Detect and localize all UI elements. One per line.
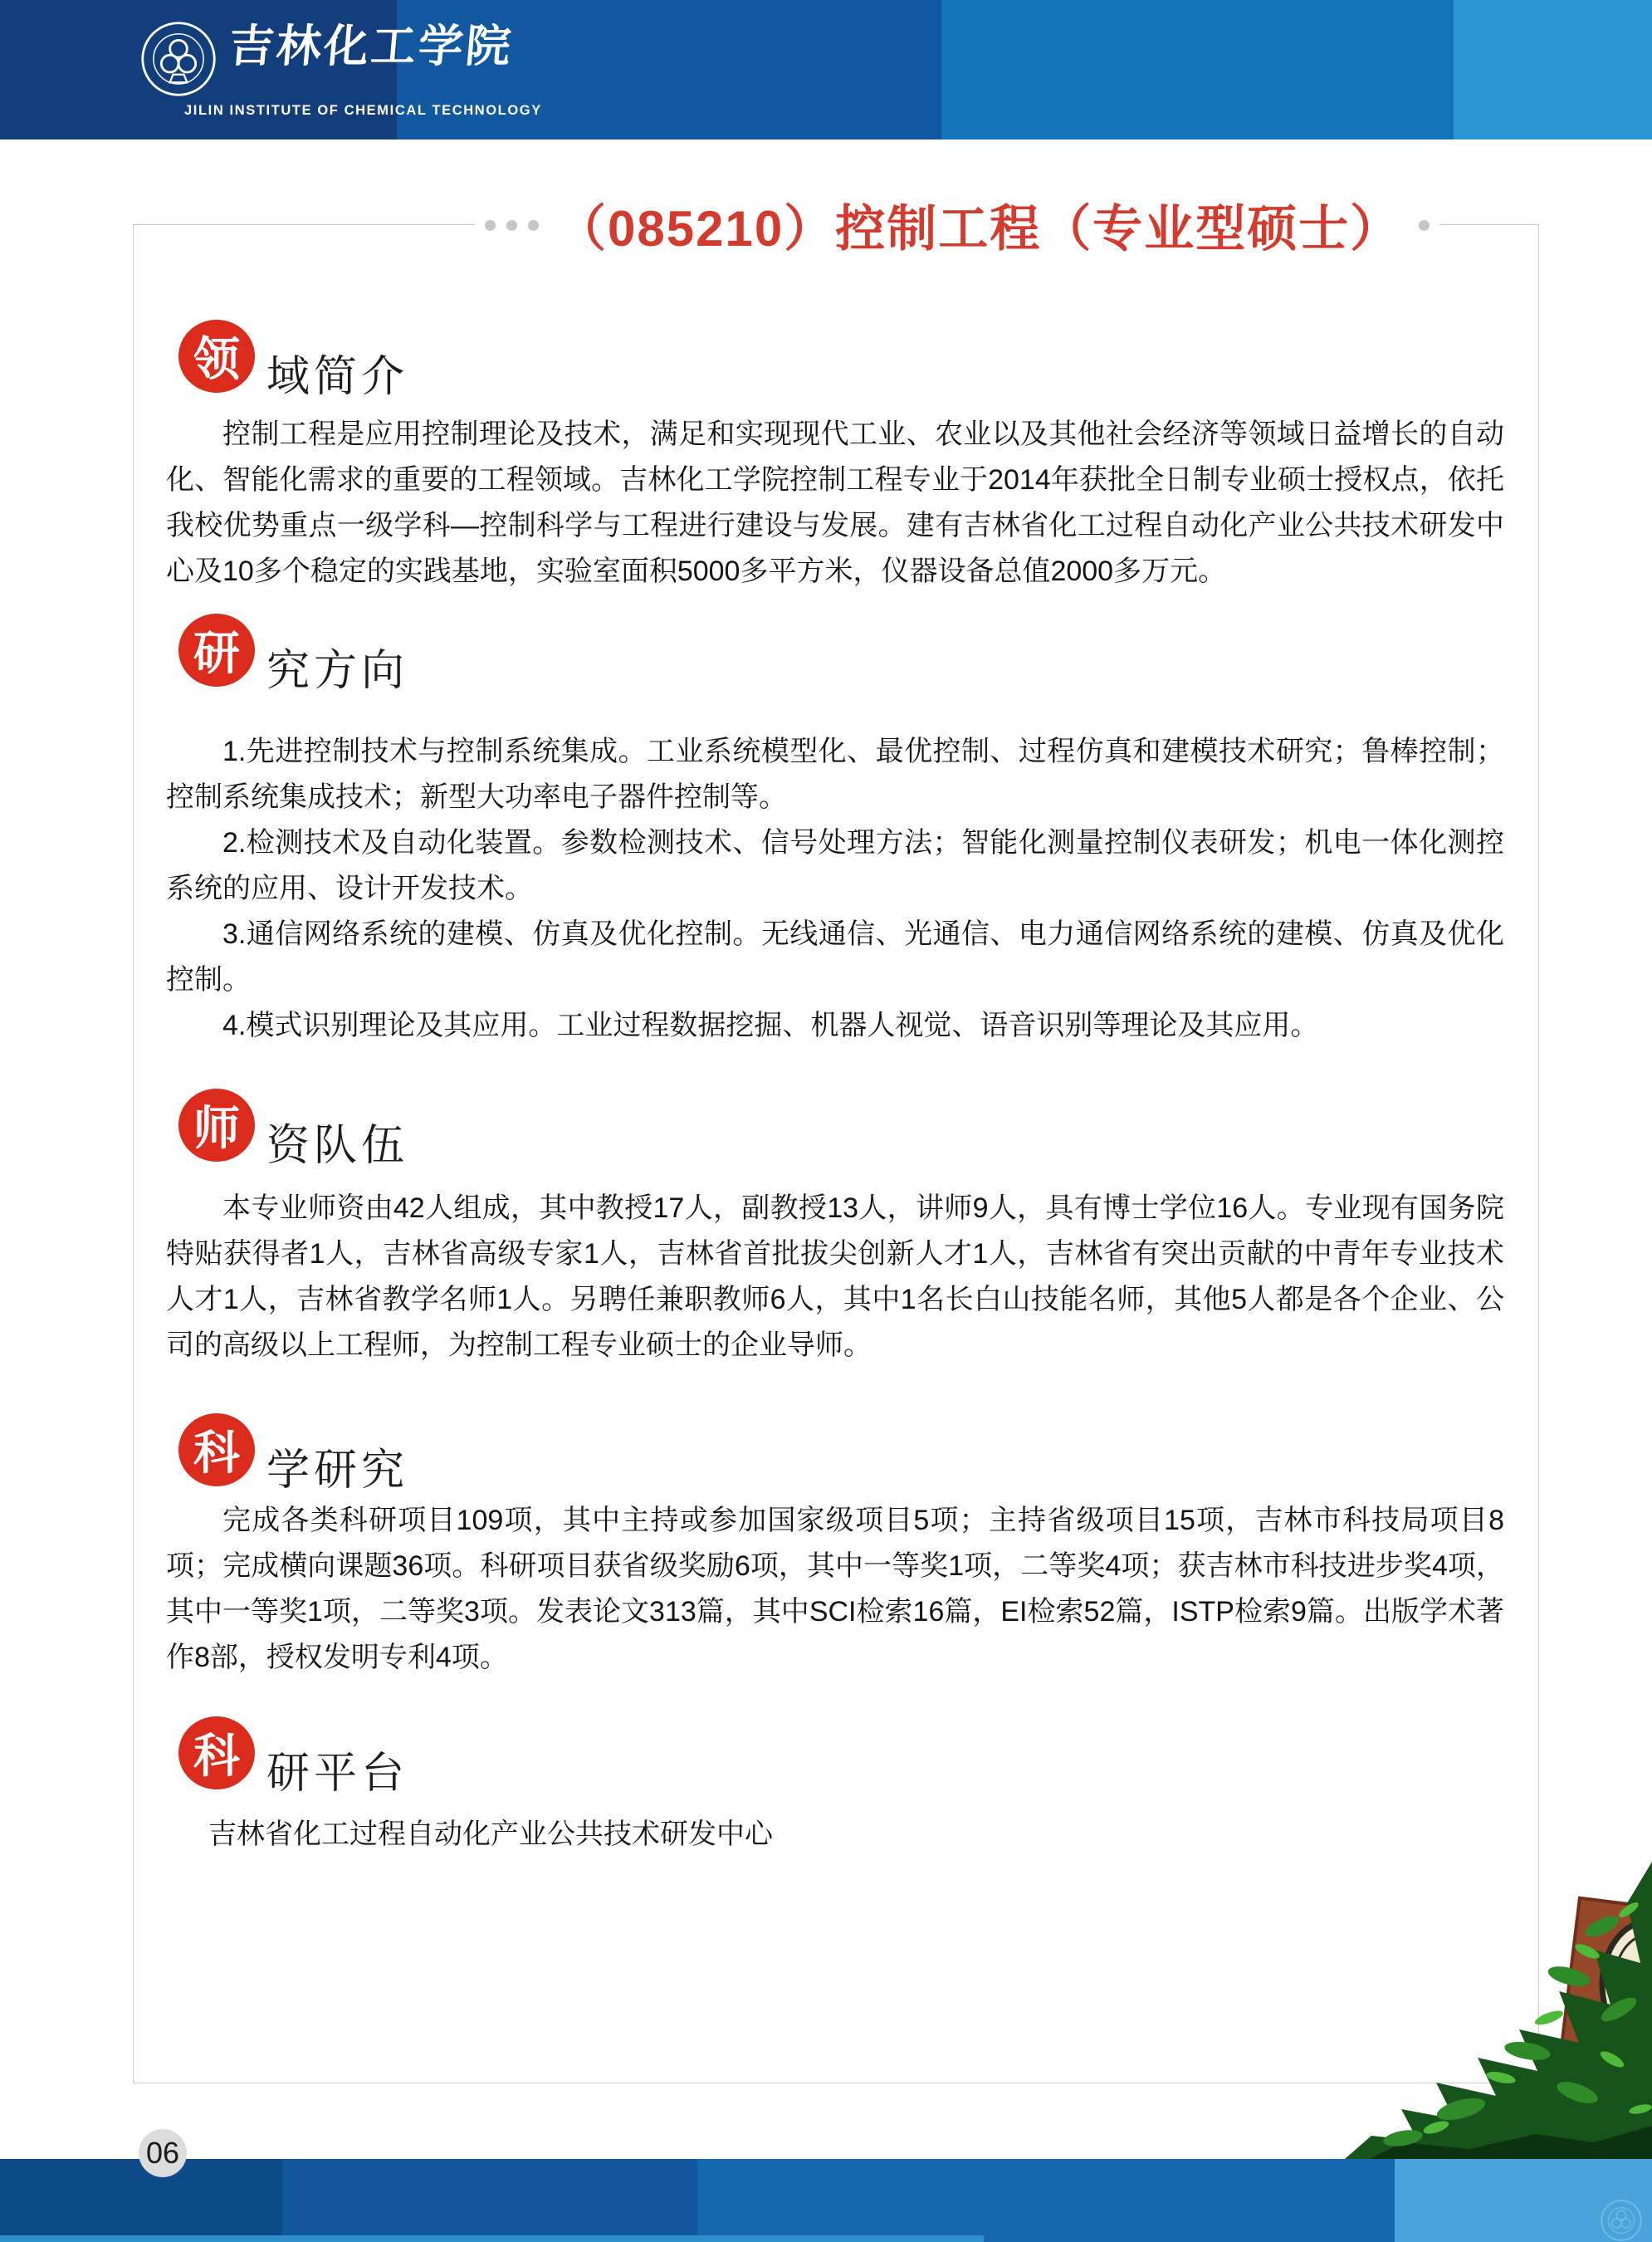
section-badge: 师 (178, 1089, 255, 1162)
footer-band-2 (282, 2159, 697, 2242)
section-heading-scientific-research (178, 1413, 408, 1497)
list-item: 2.检测技术及自动化装置。参数检测技术、信号处理方法；智能化测量控制仪表研发；机电一体化测控系统的应用、设计开发技术。 (166, 827, 1504, 904)
watermark-seal-icon (1591, 2199, 1652, 2242)
section-title: 资队伍 (266, 1122, 409, 1170)
university-name-en: JILIN INSTITUTE OF CHEMICAL TECHNOLOGY (184, 103, 542, 118)
section-heading-faculty (178, 1089, 408, 1172)
section-body-faculty (166, 1186, 1504, 1368)
section-badge: 科 (178, 1716, 255, 1789)
section-badge: 领 (178, 320, 255, 393)
section-badge: 研 (178, 614, 255, 687)
tree-photo (1320, 1860, 1652, 2159)
page-title: （085210）控制工程（专业型硕士） (556, 201, 1402, 257)
page-footer (0, 2159, 1652, 2242)
university-seal-icon (139, 20, 217, 98)
page-number-badge (139, 2129, 187, 2177)
list-item: 4.模式识别理论及其应用。工业过程数据挖掘、机器人视觉、语音识别等理论及其应用。 (222, 1010, 1319, 1041)
footer-accent-strip (0, 2235, 984, 2242)
paragraph: 吉林省化工过程自动化产业公共技术研发中心 (208, 1819, 773, 1850)
page-header (0, 0, 1652, 140)
paragraph: 完成各类科研项目109项，其中主持或参加国家级项目5项；主持省级项目15项，吉林市科技局项目8项；完成横向课题36项。科研项目获省级奖励6项，其中一等奖1项，二等奖4项；获吉林市科技进步奖4项，其中一等奖1项，二等奖3项。发表论文313篇，其中SCI检索16篇，EI检索52篇，ISTP检索9篇。出版学术著作8部，授权发明专利4项。 (166, 1505, 1504, 1673)
header-band-3 (941, 0, 1454, 140)
decorative-dot-icon (1419, 220, 1430, 231)
section-badge: 科 (178, 1413, 255, 1486)
section-body-research-platform (166, 1812, 1504, 1858)
section-title: 究方向 (266, 647, 409, 695)
section-title: 学研究 (266, 1447, 409, 1495)
decorative-dot-icon (485, 220, 496, 231)
footer-band-3 (697, 2159, 1395, 2242)
page-title-row (475, 188, 1439, 262)
paragraph: 本专业师资由42人组成，其中教授17人，副教授13人，讲师9人，具有博士学位16人。专业现有国务院特贴获得者1人，吉林省高级专家1人，吉林省首批拔尖创新人才1人，吉林省有突出贡献的中青年专业技术人才1人，吉林省教学名师1人。另聘任兼职教师6人，其中1名长白山技能名师，其他5人都是各个企业、公司的高级以上工程师，为控制工程专业硕士的企业导师。 (166, 1192, 1504, 1361)
section-heading-field-intro (178, 320, 408, 404)
section-heading-research-directions (178, 614, 408, 698)
section-heading-research-platform (178, 1716, 408, 1800)
paragraph: 控制工程是应用控制理论及技术，满足和实现现代工业、农业以及其他社会经济等领域日益增长的自动化、智能化需求的重要的工程领域。吉林化工学院控制工程专业于2014年获批全日制专业硕士授权点，依托我校优势重点一级学科—控制科学与工程进行建设与发展。建有吉林省化工过程自动化产业公共技术研发中心及10多个稳定的实践基地，实验室面积5000多平方米，仪器设备总值2000多万元。 (166, 419, 1504, 587)
section-title: 域简介 (266, 353, 409, 401)
section-body-field-intro (166, 412, 1504, 595)
list-item: 3.通信网络系统的建模、仿真及优化控制。无线通信、光通信、电力通信网络系统的建模、仿真及优化控制。 (166, 918, 1504, 996)
section-title: 研平台 (266, 1750, 409, 1798)
decorative-dot-icon (528, 220, 539, 231)
university-name-cn: 吉林化工学院 (227, 22, 516, 71)
page-number: 06 (145, 2136, 180, 2170)
footer-band-1 (0, 2159, 282, 2242)
header-band-4 (1454, 0, 1652, 140)
section-body-scientific-research (166, 1498, 1504, 1681)
section-body-research-directions (166, 729, 1504, 1049)
decorative-dot-icon (506, 220, 517, 231)
list-item: 1.先进控制技术与控制系统集成。工业系统模型化、最优控制、过程仿真和建模技术研究；鲁棒控制；控制系统集成技术；新型大功率电子器件控制等。 (166, 736, 1504, 813)
